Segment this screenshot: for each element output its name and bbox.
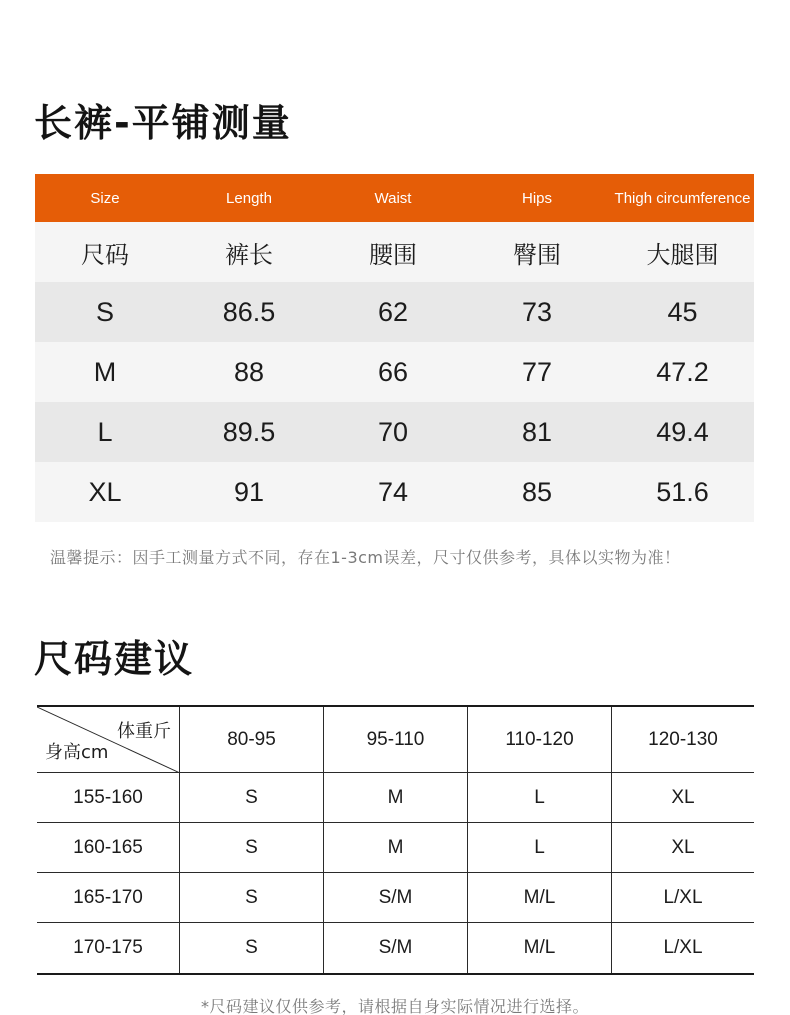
row-hips: 81 <box>521 416 553 447</box>
weight-header: 110-120 <box>468 707 612 772</box>
row-size: M <box>93 356 117 387</box>
row-thigh: 47.2 <box>656 356 709 387</box>
header-cn-waist: 腰围 <box>369 240 417 269</box>
suggestion-row <box>37 823 754 873</box>
table-row <box>35 462 754 522</box>
row-waist: 74 <box>377 476 409 507</box>
suggestion-row <box>37 873 754 923</box>
suggested-size: M <box>324 773 468 822</box>
row-thigh: 49.4 <box>656 416 709 447</box>
row-length: 88 <box>233 356 265 387</box>
row-waist: 66 <box>377 356 409 387</box>
height-range: 165-170 <box>37 873 180 922</box>
suggested-size: L <box>468 773 612 822</box>
measurement-note: 温馨提示：因手工测量方式不同，存在1-3cm误差，尺寸仅供参考，具体以实物为准！ <box>50 548 681 567</box>
measurement-table <box>35 174 754 522</box>
suggested-size: M/L <box>468 873 612 922</box>
measurement-title: 长裤-平铺测量 <box>34 101 292 145</box>
suggested-size: M <box>324 823 468 872</box>
table-header-english <box>35 174 754 222</box>
row-hips: 85 <box>521 476 553 507</box>
suggested-size: XL <box>671 836 695 858</box>
row-waist: 62 <box>377 296 409 327</box>
height-range: 170-175 <box>37 923 180 973</box>
height-range: 155-160 <box>37 773 180 822</box>
row-size: S <box>95 296 114 327</box>
header-cn-size: 尺码 <box>81 240 129 269</box>
header-waist: Waist <box>374 189 412 207</box>
size-suggestion-table <box>37 705 754 975</box>
suggested-size: S <box>180 823 324 872</box>
suggestion-header-row <box>37 707 754 773</box>
suggested-size: L <box>468 823 612 872</box>
header-length: Length <box>226 189 272 207</box>
row-hips: 73 <box>521 296 553 327</box>
suggested-size: S <box>180 873 324 922</box>
row-size: L <box>97 416 113 447</box>
suggested-size: S/M <box>324 873 468 922</box>
header-hips: Hips <box>521 189 552 207</box>
row-thigh: 45 <box>667 296 698 327</box>
row-hips: 77 <box>521 356 553 387</box>
row-thigh: 51.6 <box>656 476 709 507</box>
corner-weight-label: 体重斤 <box>117 721 171 742</box>
header-thigh: Thigh circumference <box>614 189 751 207</box>
suggested-size: XL <box>671 786 695 808</box>
suggested-size: L/XL <box>663 937 703 958</box>
table-row <box>35 282 754 342</box>
header-cn-length: 裤长 <box>225 240 273 269</box>
header-cn-thigh: 大腿围 <box>646 240 719 269</box>
table-row <box>35 342 754 402</box>
corner-cell <box>37 707 180 772</box>
row-length: 86.5 <box>222 296 276 327</box>
table-row <box>35 402 754 462</box>
suggestion-row <box>37 773 754 823</box>
suggestion-row <box>37 923 754 973</box>
size-suggestion-title: 尺码建议 <box>34 637 195 681</box>
row-waist: 70 <box>377 416 409 447</box>
row-length: 89.5 <box>222 416 276 447</box>
suggested-size: S <box>180 773 324 822</box>
suggestion-note: *尺码建议仅供参考，请根据自身实际情况进行选择。 <box>200 997 589 1015</box>
suggested-size: S/M <box>324 923 468 973</box>
height-range: 160-165 <box>37 823 180 872</box>
weight-header: 95-110 <box>324 707 468 772</box>
suggested-size: L/XL <box>663 886 703 908</box>
weight-header: 120-130 <box>648 728 718 750</box>
row-length: 91 <box>233 476 265 507</box>
row-size: XL <box>88 476 122 507</box>
weight-header: 80-95 <box>180 707 324 772</box>
table-header-chinese <box>35 222 754 282</box>
suggested-size: M/L <box>468 923 612 973</box>
corner-height-label: 身高cm <box>45 742 109 763</box>
header-cn-hips: 臀围 <box>513 240 561 269</box>
suggested-size: S <box>180 923 324 973</box>
header-size: Size <box>90 189 120 207</box>
